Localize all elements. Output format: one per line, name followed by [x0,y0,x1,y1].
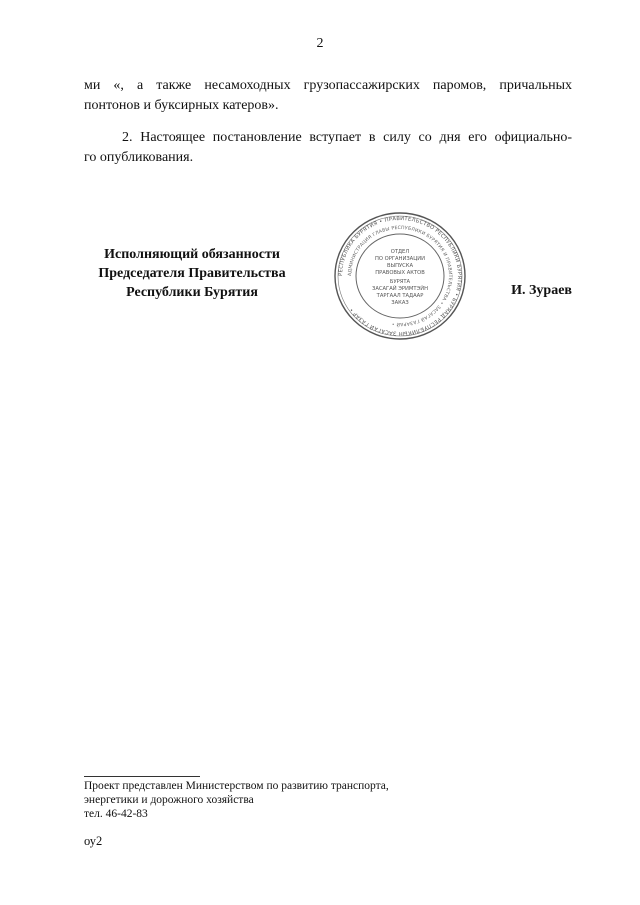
seal-center-line: ЗАКАЗ [391,300,409,306]
svg-text:АДМИНИСТРАЦИЯ ГЛАВЫ РЕСПУБЛИКИ: АДМИНИСТРАЦИЯ ГЛАВЫ РЕСПУБЛИКИ БУРЯТИЯ И ПРАВИТЕЛЬСТВА • ЗАСАГАЙ ГАЗАРАЙ • [347,225,453,327]
signer-title-line: Республики Бурятия [126,285,258,300]
document-code: оу2 [84,834,103,848]
seal-center-line: ЗАСАГАЙ ЭРИМТЭЙН [372,286,428,292]
paragraph-entry-into-force [84,128,572,168]
text-line: понтонов и буксирных катеров». [84,98,279,113]
seal-center-line: ОТДЕЛ [390,249,410,255]
official-seal-stamp [333,211,467,341]
text-line: ми «, а также несамоходных грузопассажирских паромов, причальных [84,78,572,93]
footnote-line: тел. 46-42-83 [84,808,148,820]
seal-center-line: БУРЯТА [389,279,411,285]
page-number: 2 [316,36,324,51]
seal-center-line: ВЫПУСКА [386,263,414,269]
text-line: 2. Настоящее постановление вступает в силу со дня его официально- [122,130,572,145]
footnote-line: энергетики и дорожного хозяйства [84,794,254,806]
signer-title [84,245,300,302]
signer-title-line: Председателя Правительства [98,266,286,281]
footnote-line: Проект представлен Министерством по развитию транспорта, [84,780,389,792]
svg-text:РЕСПУБЛИКА БУРЯТИЯ • ПРАВИТЕЛЬ: РЕСПУБЛИКА БУРЯТИЯ • ПРАВИТЕЛЬСТВО РЕСПУБЛИКИ БУРЯТИЯ • БУРЯАД РЕСПУБЛИКЫН ЗАСАГАЙ ГАЗАР • [337,215,463,337]
seal-center-line: ПРАВОВЫХ АКТОВ [375,270,425,276]
footnote [84,779,389,821]
signer-title-line: Исполняющий обязанности [104,247,280,262]
seal-center-line: ТАРГААЛ ТАДААР [376,293,424,299]
signatory-name: И. Зураев [511,283,572,298]
seal-center-line: ПО ОРГАНИЗАЦИИ [374,256,426,262]
footnote-divider [84,776,200,777]
text-line: го опубликования. [84,150,194,165]
paragraph-continuation [84,76,572,116]
